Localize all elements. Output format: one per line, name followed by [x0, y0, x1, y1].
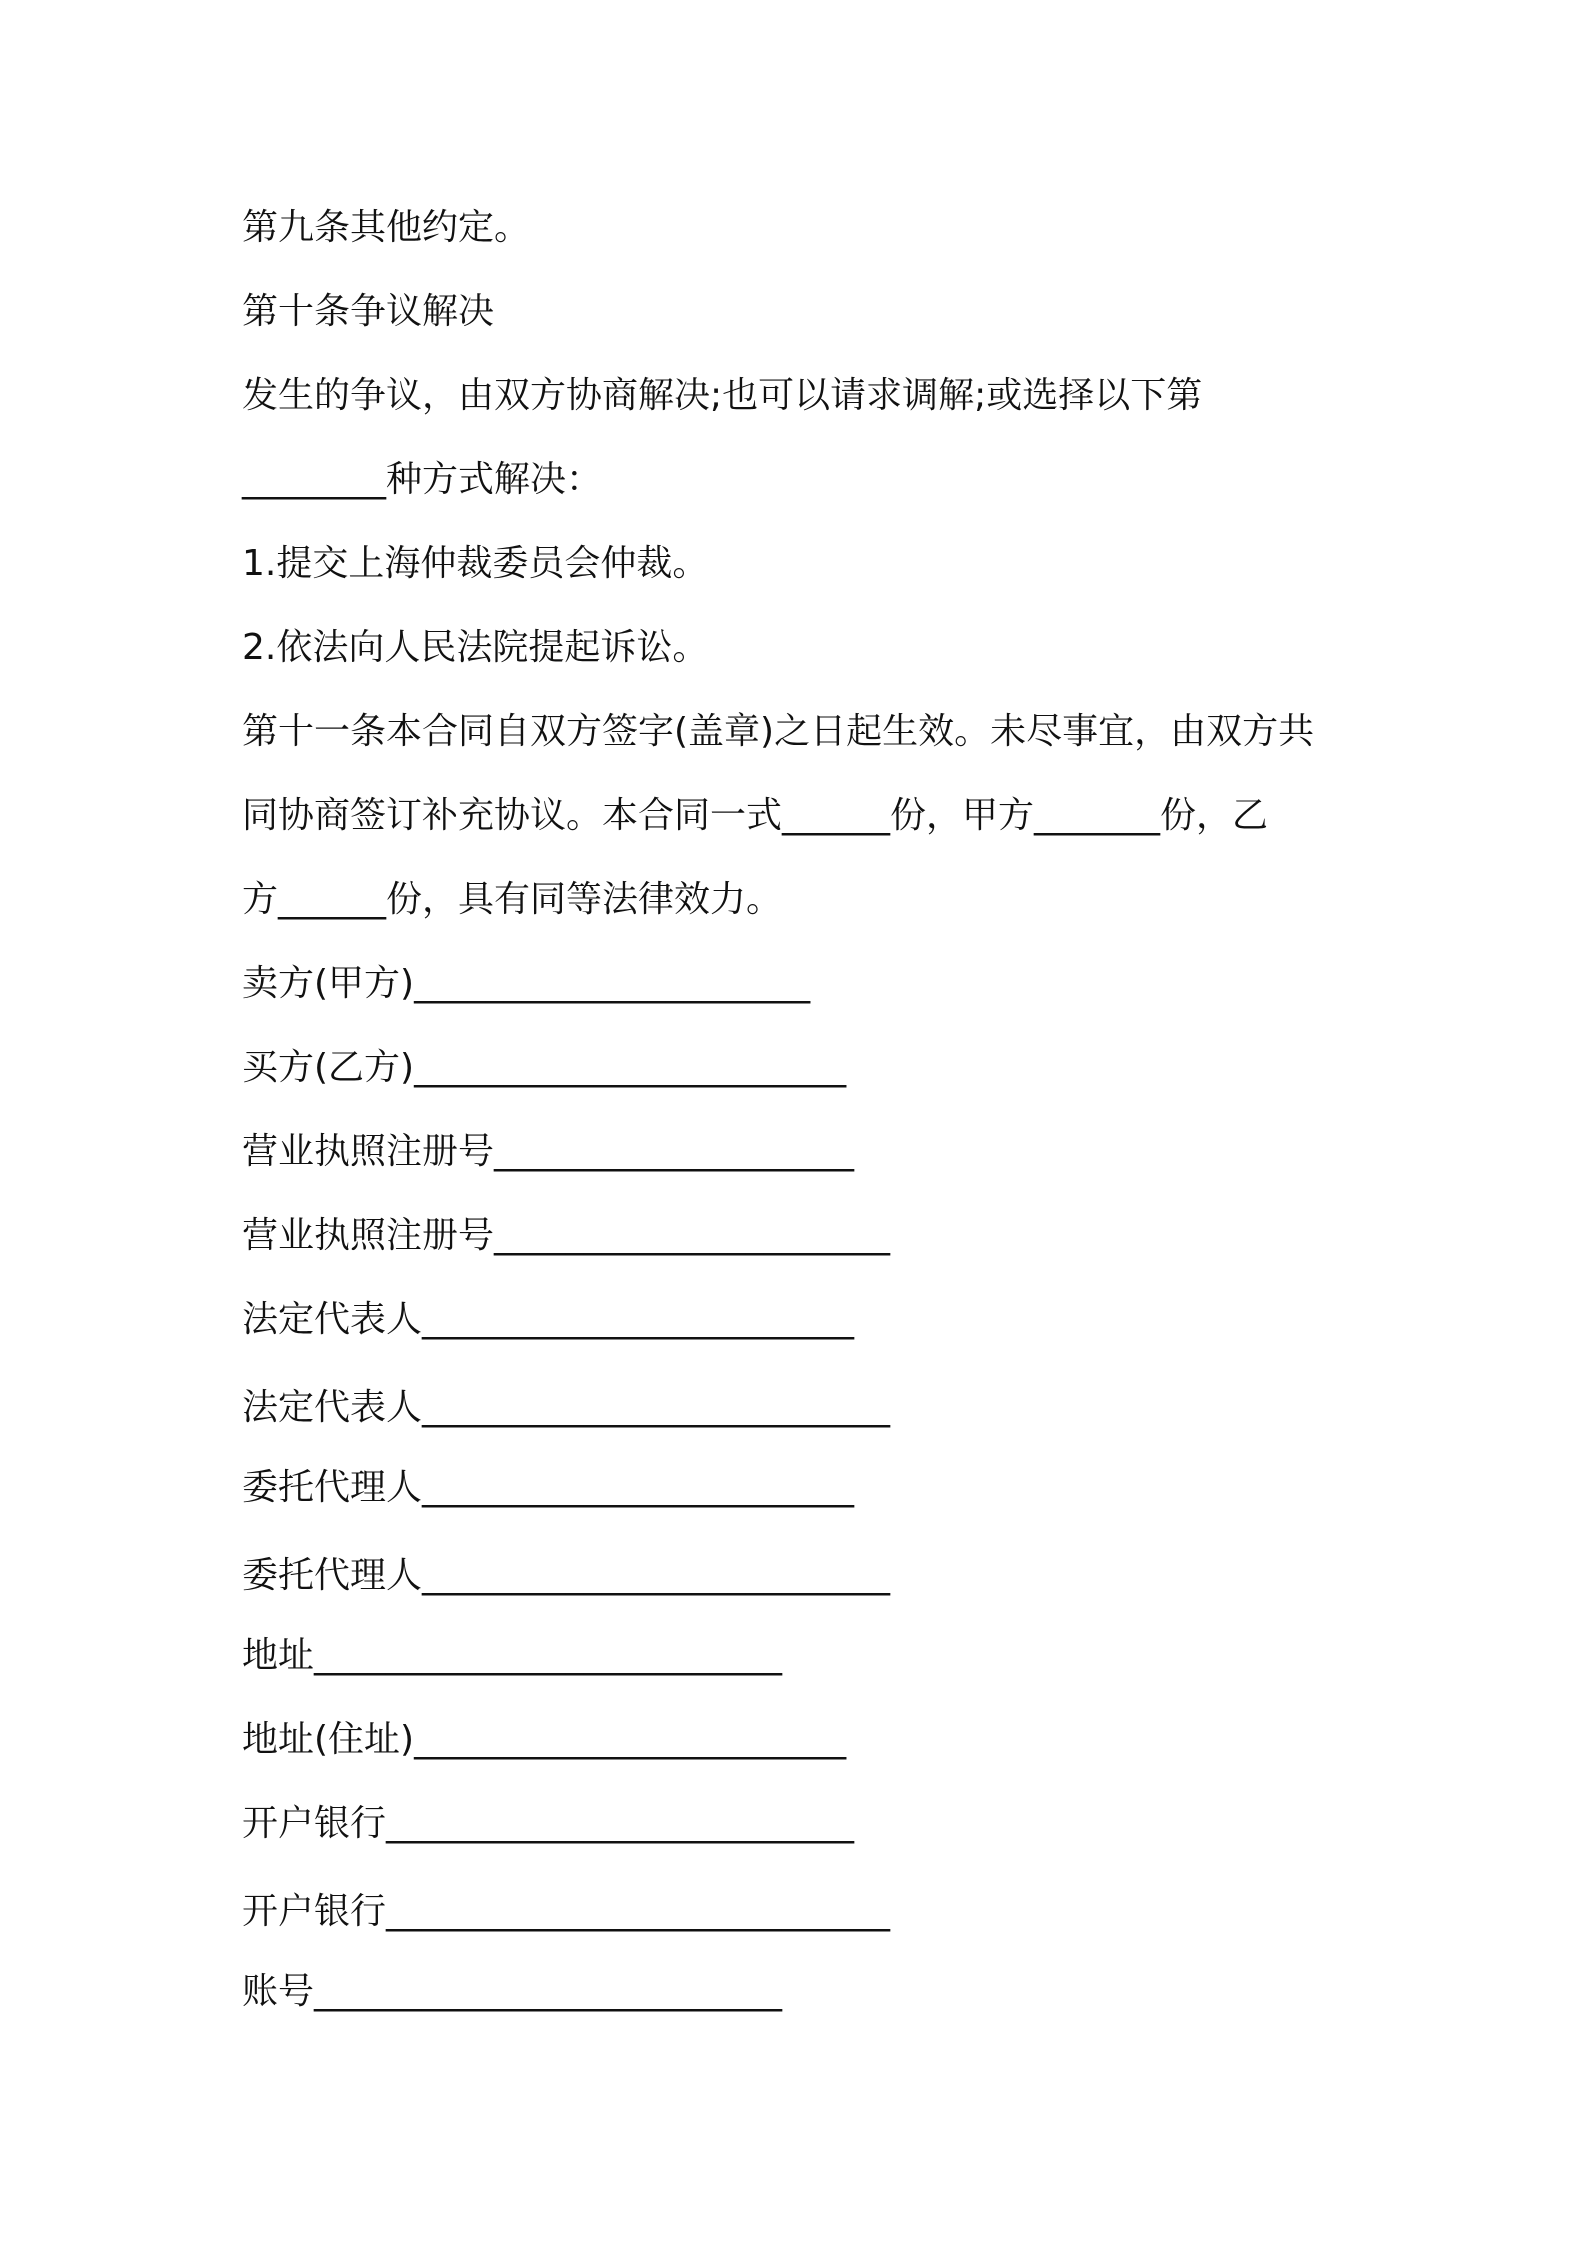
buyer-party-field: 买方(乙方)________________________ [242, 1047, 847, 1088]
seller-agent-field: 委托代理人________________________ [242, 1467, 855, 1508]
clause-11-line-1: 第十一条本合同自双方签字(盖章)之日起生效。未尽事宜，由双方共 [242, 711, 1315, 752]
clause-10-option-2: 2.依法向人民法院提起诉讼。 [242, 627, 709, 668]
buyer-agent-field: 委托代理人__________________________ [242, 1555, 891, 1596]
buyer-legal-rep-field: 法定代表人__________________________ [242, 1387, 891, 1428]
seller-bank-field: 开户银行__________________________ [242, 1803, 855, 1844]
account-number-field: 账号__________________________ [242, 1971, 782, 2012]
clause-11-line-3: 方______份，具有同等法律效力。 [242, 879, 783, 920]
buyer-bank-field: 开户银行____________________________ [242, 1891, 891, 1932]
clause-10-option-1: 1.提交上海仲裁委员会仲裁。 [242, 543, 709, 584]
seller-legal-rep-field: 法定代表人________________________ [242, 1299, 855, 1340]
buyer-license-field: 营业执照注册号______________________ [242, 1215, 891, 1256]
buyer-address-field: 地址(住址)________________________ [242, 1719, 847, 1760]
clause-11-line-2: 同协商签订补充协议。本合同一式______份，甲方_______份，乙 [242, 795, 1269, 836]
clause-9-title: 第九条其他约定。 [242, 207, 531, 248]
seller-address-field: 地址__________________________ [242, 1635, 782, 1676]
clause-10-title: 第十条争议解决 [242, 291, 495, 332]
seller-license-field: 营业执照注册号____________________ [242, 1131, 855, 1172]
seller-party-field: 卖方(甲方)______________________ [242, 963, 811, 1004]
clause-10-text-line-1: 发生的争议，由双方协商解决;也可以请求调解;或选择以下第 [242, 375, 1203, 416]
clause-10-text-line-2: ________种方式解决： [242, 459, 603, 500]
